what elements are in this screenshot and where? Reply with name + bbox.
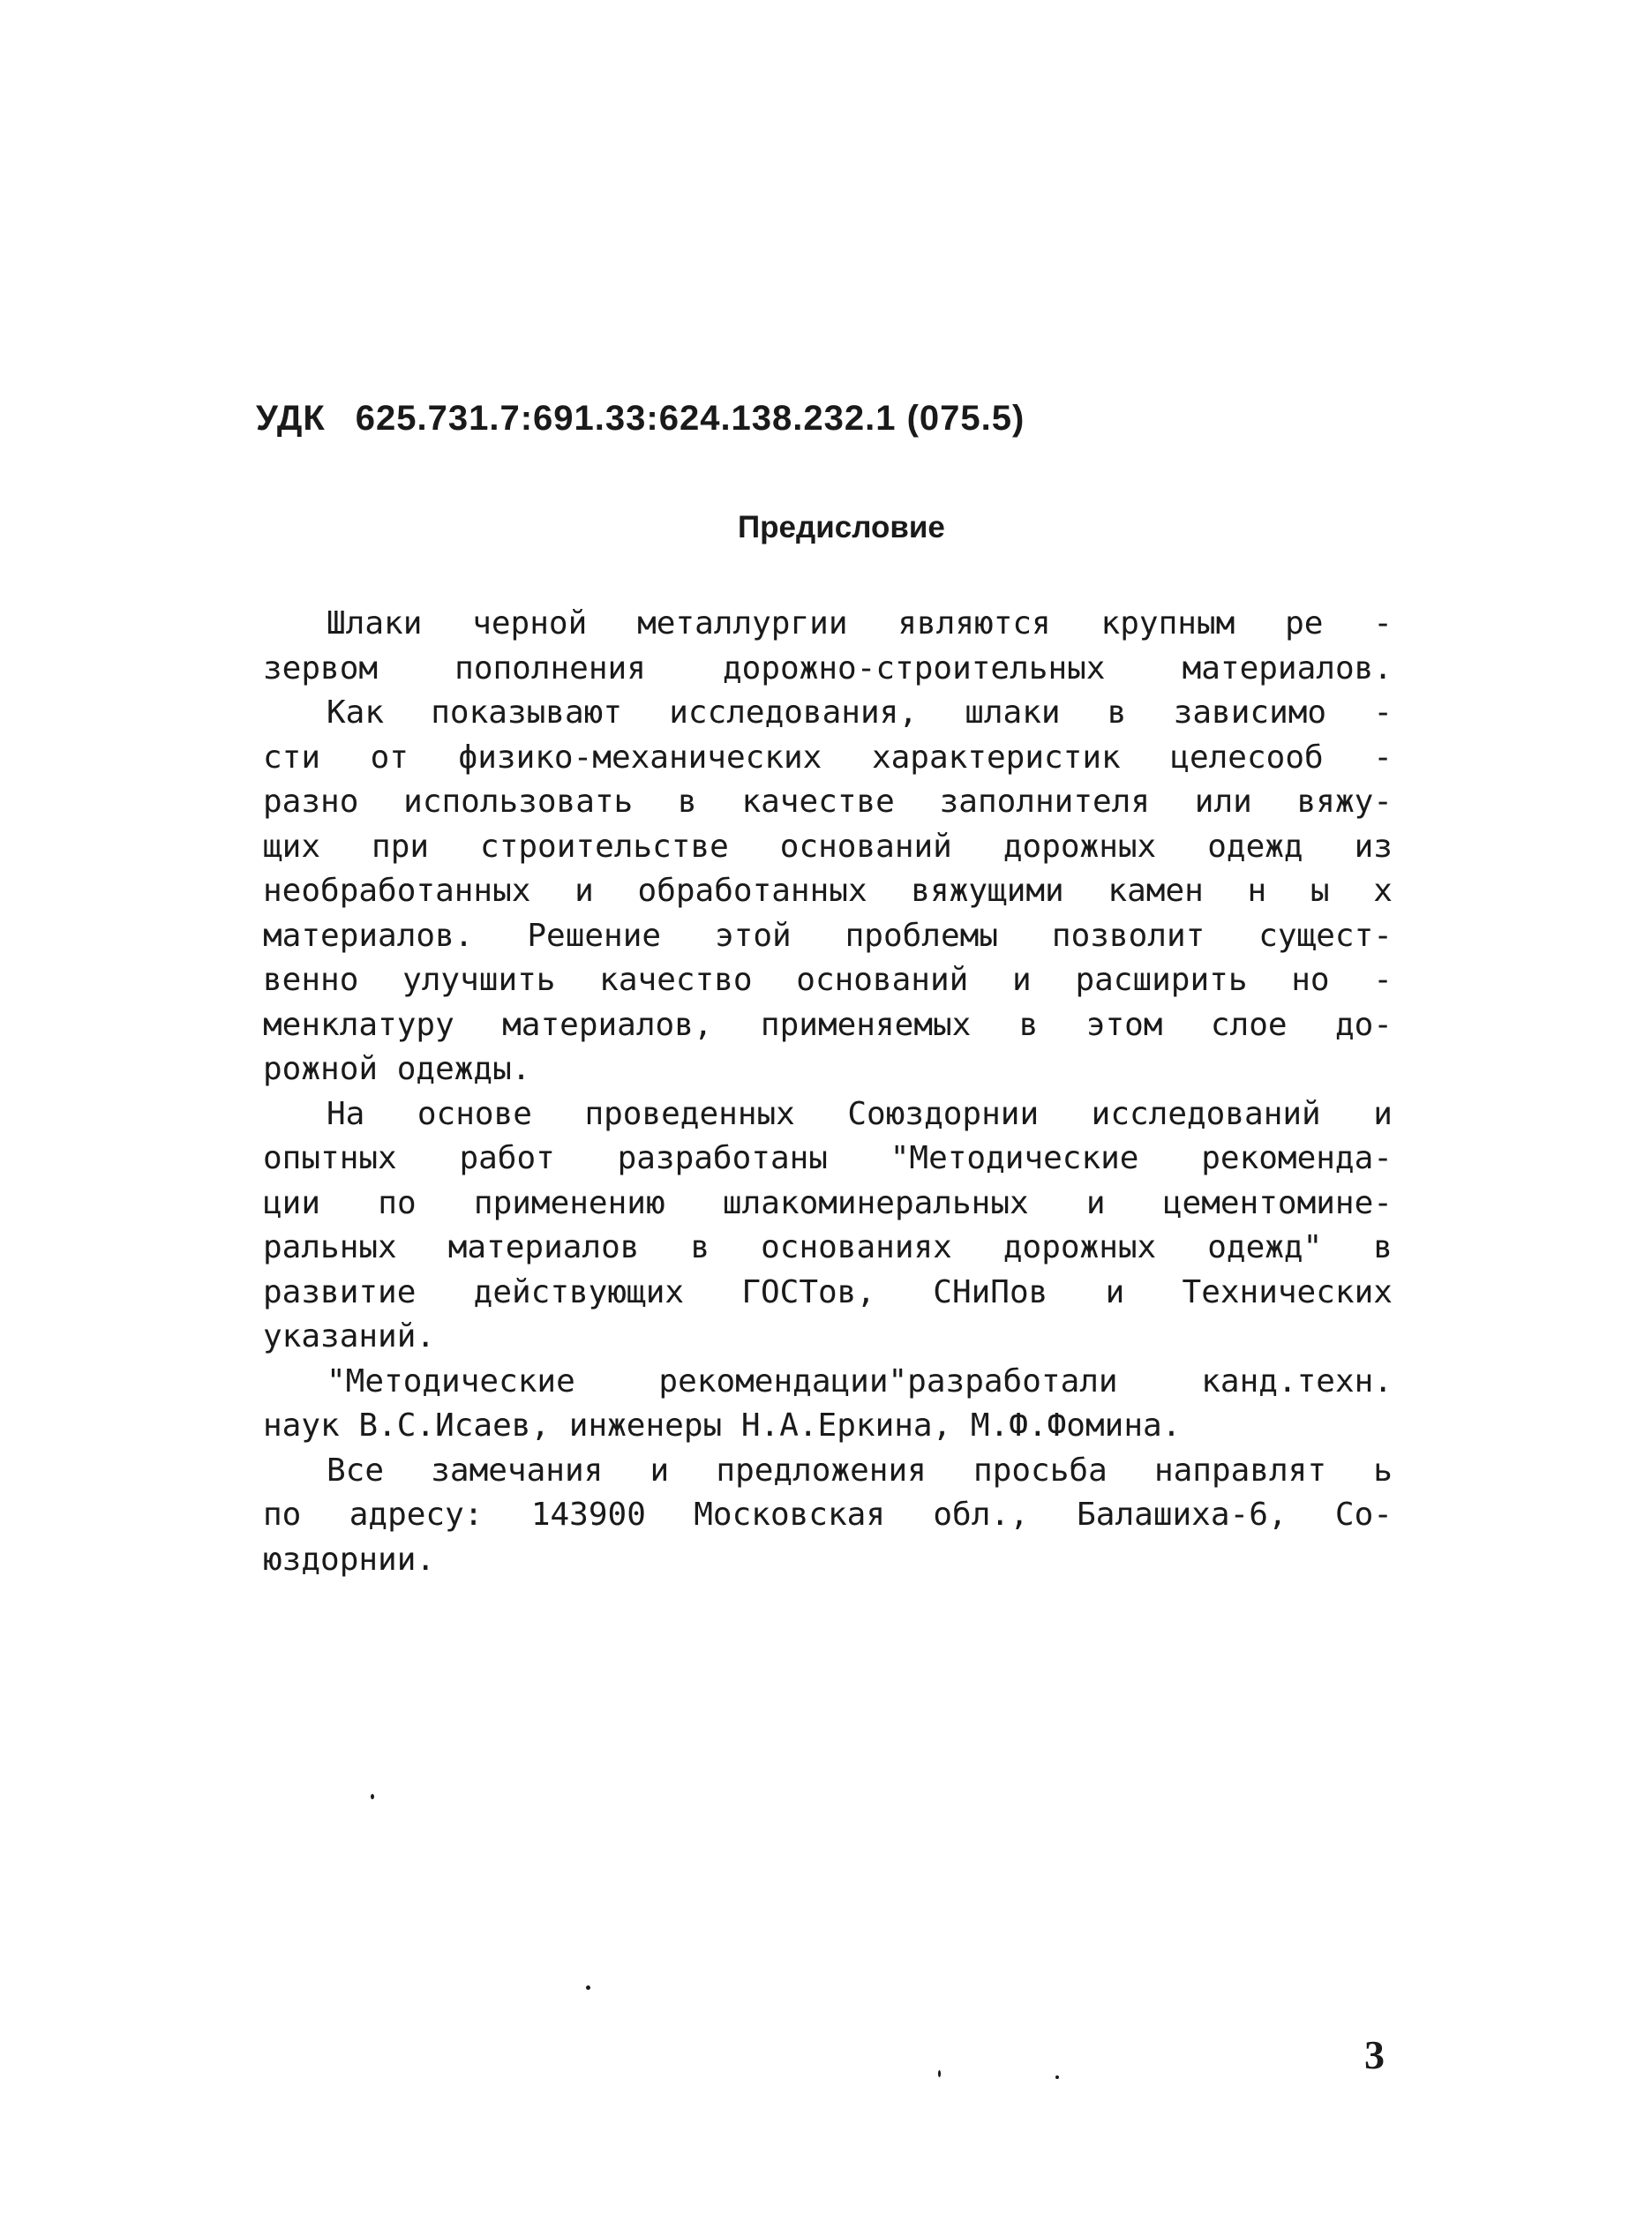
udk-label: УДК — [256, 399, 326, 438]
text-line: необработанных и обработанных вяжущими камен н ы х — [263, 873, 1393, 909]
text-line: менклатуру материалов, применяемых в этом слое до- — [263, 1006, 1393, 1043]
scan-speck — [371, 1794, 374, 1799]
text-line: рожной одежды. — [263, 1051, 531, 1087]
text-line: ции по применению шлакоминеральных и цементомине- — [263, 1184, 1393, 1221]
text-line: "Методические рекомендации"разработали канд.техн. — [327, 1362, 1393, 1400]
text-line: Как показывают исследования, шлаки в зависимо - — [327, 694, 1393, 731]
text-line: наук В.С.Исаев, инженеры Н.А.Еркина, М.Ф.Фомина. — [263, 1407, 1182, 1444]
text-line: Шлаки черной металлургии являются крупным ре - — [327, 605, 1393, 642]
text-line: зервом пополнения дорожно-строительных материалов. — [263, 649, 1393, 687]
text-line: сти от физико-механических характеристик целесооб - — [263, 739, 1393, 776]
text-line: юздорнии. — [263, 1541, 436, 1578]
text-line: указаний. — [263, 1318, 436, 1355]
preface-text — [263, 602, 1393, 1582]
text-line: развитие действующих ГОСТов, СНиПов и Технических — [263, 1273, 1393, 1310]
text-line: На основе проведенных Союздорнии исследований и — [327, 1095, 1393, 1132]
text-line: опытных работ разработаны "Методические рекоменда- — [263, 1140, 1393, 1176]
text-line: щих при строительстве оснований дорожных одежд из — [263, 828, 1393, 865]
text-line: Все замечания и предложения просьба направлят ь — [327, 1452, 1393, 1489]
scan-speck — [1055, 2075, 1059, 2079]
page-number: 3 — [1364, 2032, 1385, 2077]
text-line: по адресу: 143900 Московская обл., Балашиха-6, Со- — [263, 1497, 1393, 1533]
udk-code: 625.731.7:691.33:624.138.232.1 (075.5) — [355, 399, 1025, 438]
text-line: материалов. Решение этой проблемы позволит сущест- — [263, 917, 1393, 954]
scan-speck — [938, 2070, 941, 2077]
scan-speck — [586, 1985, 590, 1990]
section-heading: Предисловие — [738, 510, 945, 544]
text-line: ральных материалов в основаниях дорожных одежд" в — [263, 1229, 1393, 1265]
text-line: венно улучшить качество оснований и расширить но - — [263, 962, 1393, 998]
text-line: разно использовать в качестве заполнителя или вяжу- — [263, 784, 1393, 820]
udk-classification — [256, 399, 1025, 439]
